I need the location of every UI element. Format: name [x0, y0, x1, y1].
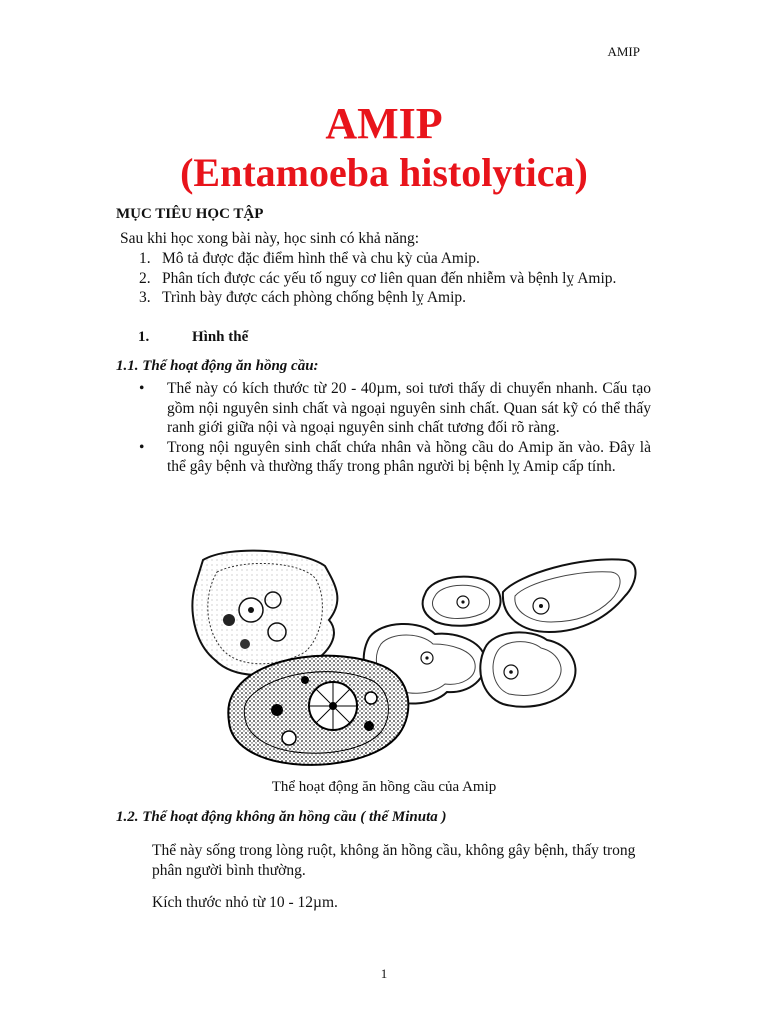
bullet-text: Trong nội nguyên sinh chất chứa nhân và hồng cầu do Amip ăn vào. Đây là thể gây bệnh và thường thấy trong phân người bị bệnh lỵ Amip cấp tính. — [167, 438, 651, 475]
objective-num: 2. — [139, 269, 151, 287]
subsection-1-1-title: 1.1. Thể hoạt động ăn hồng cầu: — [116, 358, 319, 374]
objective-item — [139, 269, 639, 289]
objectives-intro: Sau khi học xong bài này, học sinh có khả năng: — [120, 230, 420, 247]
stained-amoeba-shape — [228, 656, 408, 765]
subsection-1-2-size: Kích thước nhỏ từ 10 - 12µm. — [152, 894, 338, 911]
right-amoeba-shape — [480, 632, 575, 706]
objective-num: 3. — [139, 289, 151, 306]
bullet-icon: • — [139, 380, 145, 397]
objective-text: Phân tích được các yếu tố nguy cơ liên quan đến nhiễm và bệnh lỵ Amip. — [162, 269, 617, 287]
bullet-text: Thể này có kích thước từ 20 - 40µm, soi tươi thấy di chuyển nhanh. Cấu tạo gồm nội nguyên sinh chất và ngoại nguyên sinh chất. Quan sát kỹ có thể thấy ranh giới giữa nội và ngoại nguyên sinh chất tương đối rõ ràng. — [167, 380, 651, 436]
subsection-1-2-paragraph: Thể này sống trong lòng ruột, không ăn hồng cầu, không gây bệnh, thấy trong phân người bình thường. — [152, 842, 636, 879]
subsection-1-1-bullets — [139, 379, 651, 477]
objective-num: 1. — [139, 250, 151, 267]
section-1-title: Hình thể — [192, 329, 249, 345]
section-1-number: 1. — [138, 329, 150, 345]
title-line-1: AMIP — [325, 99, 443, 148]
objective-item — [139, 249, 639, 269]
objectives-list — [139, 249, 639, 308]
bullet-item — [139, 438, 651, 477]
running-header: AMIP — [607, 44, 640, 59]
amoeba-illustration — [185, 548, 645, 770]
bullet-item — [139, 379, 651, 438]
subsection-1-2-title: 1.2. Thể hoạt động không ăn hồng cầu ( thể Minuta ) — [116, 809, 447, 825]
figure-caption: Thể hoạt động ăn hồng cầu của Amip — [271, 779, 497, 795]
objective-text: Mô tả được đặc điểm hình thể và chu kỳ của Amip. — [162, 250, 480, 267]
objective-item — [139, 288, 639, 308]
objective-text: Trình bày được cách phòng chống bệnh lỵ Amip. — [162, 289, 467, 306]
objectives-heading: MỤC TIÊU HỌC TẬP — [116, 206, 264, 222]
page-number: 1 — [380, 966, 388, 981]
small-amoeba-shape — [423, 577, 501, 626]
bullet-icon: • — [139, 438, 145, 456]
elongated-amoeba-shape — [503, 559, 636, 632]
title-line-2: (Entamoeba histolytica) — [180, 150, 588, 195]
